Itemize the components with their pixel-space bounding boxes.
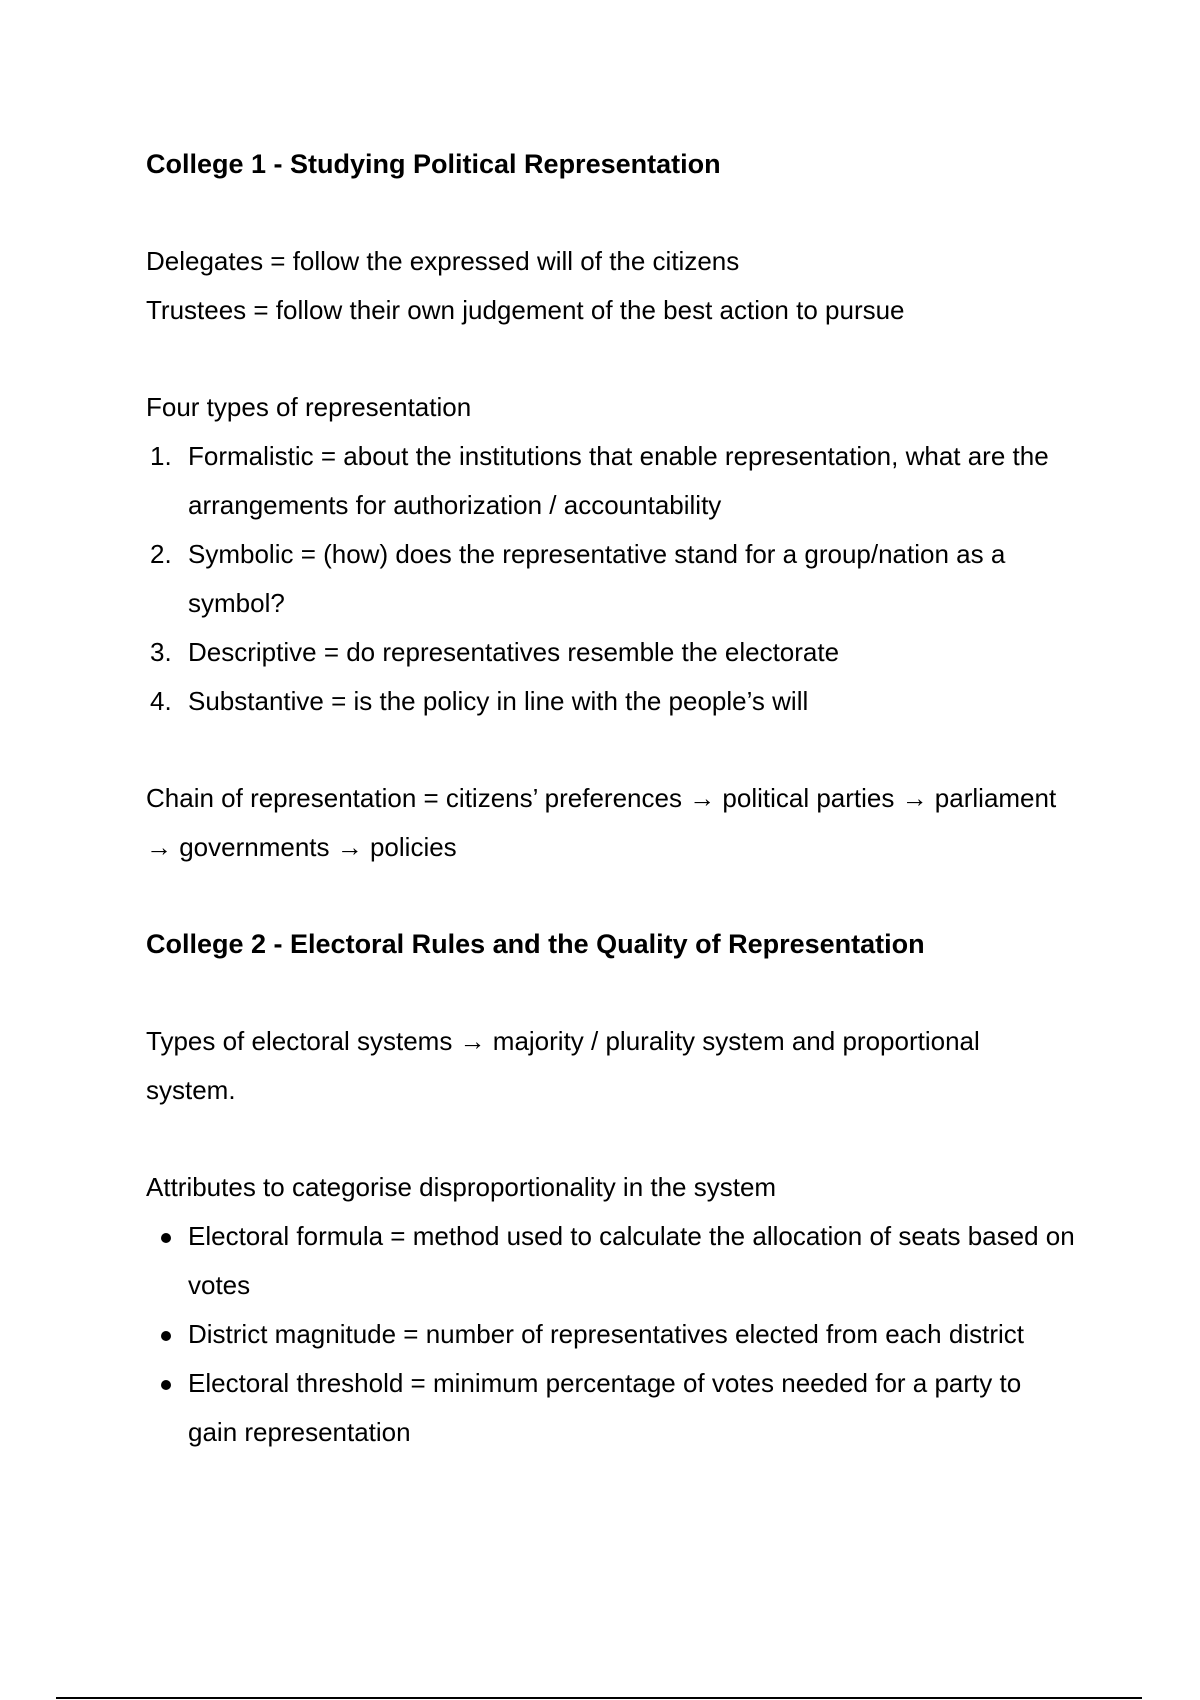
spacer xyxy=(146,1115,1076,1163)
list-item xyxy=(146,1310,1076,1359)
attributes-intro: Attributes to categorise disproportionality in the system xyxy=(146,1172,777,1202)
bullet-icon xyxy=(161,1331,171,1341)
list-number: 1. xyxy=(150,441,172,471)
section2-heading: College 2 - Electoral Rules and the Quality of Representation xyxy=(146,929,925,959)
section1-heading: College 1 - Studying Political Representation xyxy=(146,149,721,179)
spacer xyxy=(146,969,1076,1017)
electoral-systems: Types of electoral systems → majority / plurality system and proportional system. xyxy=(146,1026,980,1105)
spacer xyxy=(146,189,1076,237)
attributes-list xyxy=(146,1212,1076,1457)
list-number: 2. xyxy=(150,539,172,569)
list-item-text: District magnitude = number of representatives elected from each district xyxy=(188,1319,1024,1349)
list-item-text: Symbolic = (how) does the representative stand for a group/nation as a symbol? xyxy=(188,539,1006,618)
document-page xyxy=(146,140,1076,1457)
list-item xyxy=(146,432,1076,530)
page-bottom-divider xyxy=(56,1697,1142,1699)
list-item xyxy=(146,677,1076,726)
list-item-text: Formalistic = about the institutions that enable representation, what are the arrangements for authorization / accountability xyxy=(188,441,1049,520)
spacer xyxy=(146,726,1076,774)
list-item xyxy=(146,1212,1076,1310)
list-item xyxy=(146,1359,1076,1457)
list-item-text: Descriptive = do representatives resemble the electorate xyxy=(188,637,840,667)
bullet-icon xyxy=(161,1380,171,1390)
list-item-text: Substantive = is the policy in line with the people’s will xyxy=(188,686,809,716)
list-number: 4. xyxy=(150,686,172,716)
spacer xyxy=(146,872,1076,920)
list-item-text: Electoral threshold = minimum percentage of votes needed for a party to gain representation xyxy=(188,1368,1022,1447)
definition-delegates: Delegates = follow the expressed will of the citizens xyxy=(146,246,740,276)
bullet-icon xyxy=(161,1233,171,1243)
types-intro: Four types of representation xyxy=(146,392,472,422)
list-item xyxy=(146,530,1076,628)
definition-trustees: Trustees = follow their own judgement of the best action to pursue xyxy=(146,295,905,325)
list-number: 3. xyxy=(150,637,172,667)
chain-of-representation: Chain of representation = citizens’ preferences → political parties → parliament → governments → policies xyxy=(146,783,1057,862)
list-item xyxy=(146,628,1076,677)
spacer xyxy=(146,335,1076,383)
representation-types-list xyxy=(146,432,1076,726)
list-item-text: Electoral formula = method used to calculate the allocation of seats based on votes xyxy=(188,1221,1075,1300)
